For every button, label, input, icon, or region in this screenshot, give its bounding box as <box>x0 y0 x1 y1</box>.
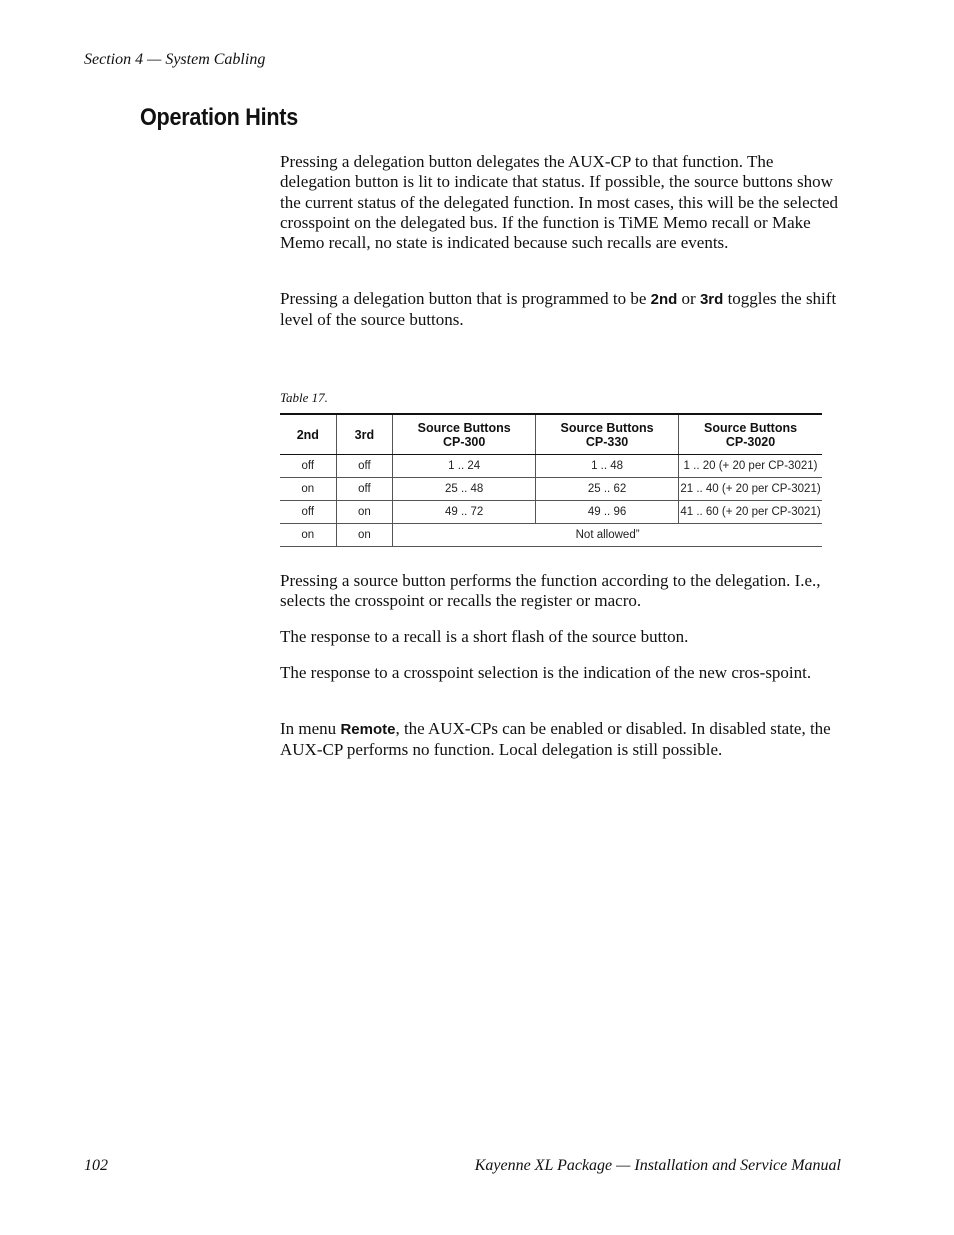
header-line: Source Buttons <box>560 420 654 435</box>
text-run: toggles the shift level of the source buttons. <box>280 289 837 330</box>
page-title: Operation Hints <box>140 104 298 131</box>
table-caption: Table 17. <box>280 390 328 405</box>
table-cell: 41 .. 60 (+ 20 per CP-3021) <box>679 501 822 524</box>
paragraph-text: Pressing a source button performs the function according to the delegation. I.e., selects the crosspoint or recalls the register or macro. <box>280 571 821 611</box>
table-cell: 49 .. 72 <box>393 501 536 524</box>
paragraph-text <box>280 289 842 331</box>
header-cp330 <box>536 414 679 455</box>
table-cell: off <box>280 455 336 478</box>
table-row <box>280 501 822 524</box>
paragraph-remote-menu <box>280 719 842 761</box>
text-run: or <box>677 289 700 308</box>
paragraph-recall-response <box>280 627 842 647</box>
keyword-2nd: 2nd <box>650 291 678 308</box>
header-line: CP-3020 <box>725 434 776 449</box>
table-cell: on <box>280 478 336 501</box>
table-cell: on <box>336 501 393 524</box>
text-run: In menu <box>280 719 341 738</box>
paragraph-text <box>280 719 842 761</box>
header-2nd: 2nd <box>280 414 336 455</box>
header-cp300 <box>393 414 536 455</box>
text-run: Pressing a delegation button that is programmed to be <box>280 289 651 308</box>
source-buttons-table <box>280 413 822 547</box>
paragraph-crosspoint-response <box>280 663 842 683</box>
paragraph-source-button <box>280 571 842 612</box>
header-cp3020 <box>679 414 822 455</box>
text-run: , the AUX-CPs can be enabled or disabled. In disabled state, the AUX-CP performs no function. Local delegation is still possible. <box>280 719 831 760</box>
table-cell: on <box>280 524 336 547</box>
table-cell: 21 .. 40 (+ 20 per CP-3021) <box>679 478 822 501</box>
table-cell: 1 .. 20 (+ 20 per CP-3021) <box>679 455 822 478</box>
paragraph-text: The response to a crosspoint selection is the indication of the new cros-spoint. <box>280 663 812 682</box>
header-line: CP-300 <box>442 434 486 449</box>
table-cell: 25 .. 62 <box>536 478 679 501</box>
table-header-row <box>280 414 822 455</box>
header-line: Source Buttons <box>417 420 511 435</box>
paragraph-delegation <box>280 152 842 253</box>
table-cell: 25 .. 48 <box>393 478 536 501</box>
table-row <box>280 524 822 547</box>
table-cell: off <box>336 455 393 478</box>
table-cell-merged: Not allowed” <box>393 524 822 547</box>
table-cell: on <box>336 524 393 547</box>
table-cell: off <box>336 478 393 501</box>
page-number: 102 <box>84 1157 108 1174</box>
table-cell: off <box>280 501 336 524</box>
table-cell: 1 .. 48 <box>536 455 679 478</box>
header-line: Source Buttons <box>703 420 798 435</box>
keyword-remote: Remote <box>340 721 396 738</box>
paragraph-text: Pressing a delegation button delegates the AUX-CP to that function. The delegation button is lit to indicate that status. If possible, the source buttons show the current status of the delegated function. In most cases, this will be the selected crosspoint on the delegated bus. If the function is TiME Memo recall or Make Memo recall, no state is indicated because such recalls are events. <box>280 152 838 253</box>
running-header: Section 4 — System Cabling <box>84 51 266 68</box>
paragraph-text: The response to a recall is a short flash of the source button. <box>280 627 689 646</box>
table-cell: 1 .. 24 <box>393 455 536 478</box>
header-3rd: 3rd <box>336 414 393 455</box>
table-cell: 49 .. 96 <box>536 501 679 524</box>
footer-doc-title: Kayenne XL Package — Installation and Service Manual <box>474 1157 841 1174</box>
keyword-3rd: 3rd <box>699 291 724 308</box>
table-row <box>280 455 822 478</box>
table-row <box>280 478 822 501</box>
header-line: CP-330 <box>585 434 629 449</box>
paragraph-shift-level <box>280 289 842 331</box>
